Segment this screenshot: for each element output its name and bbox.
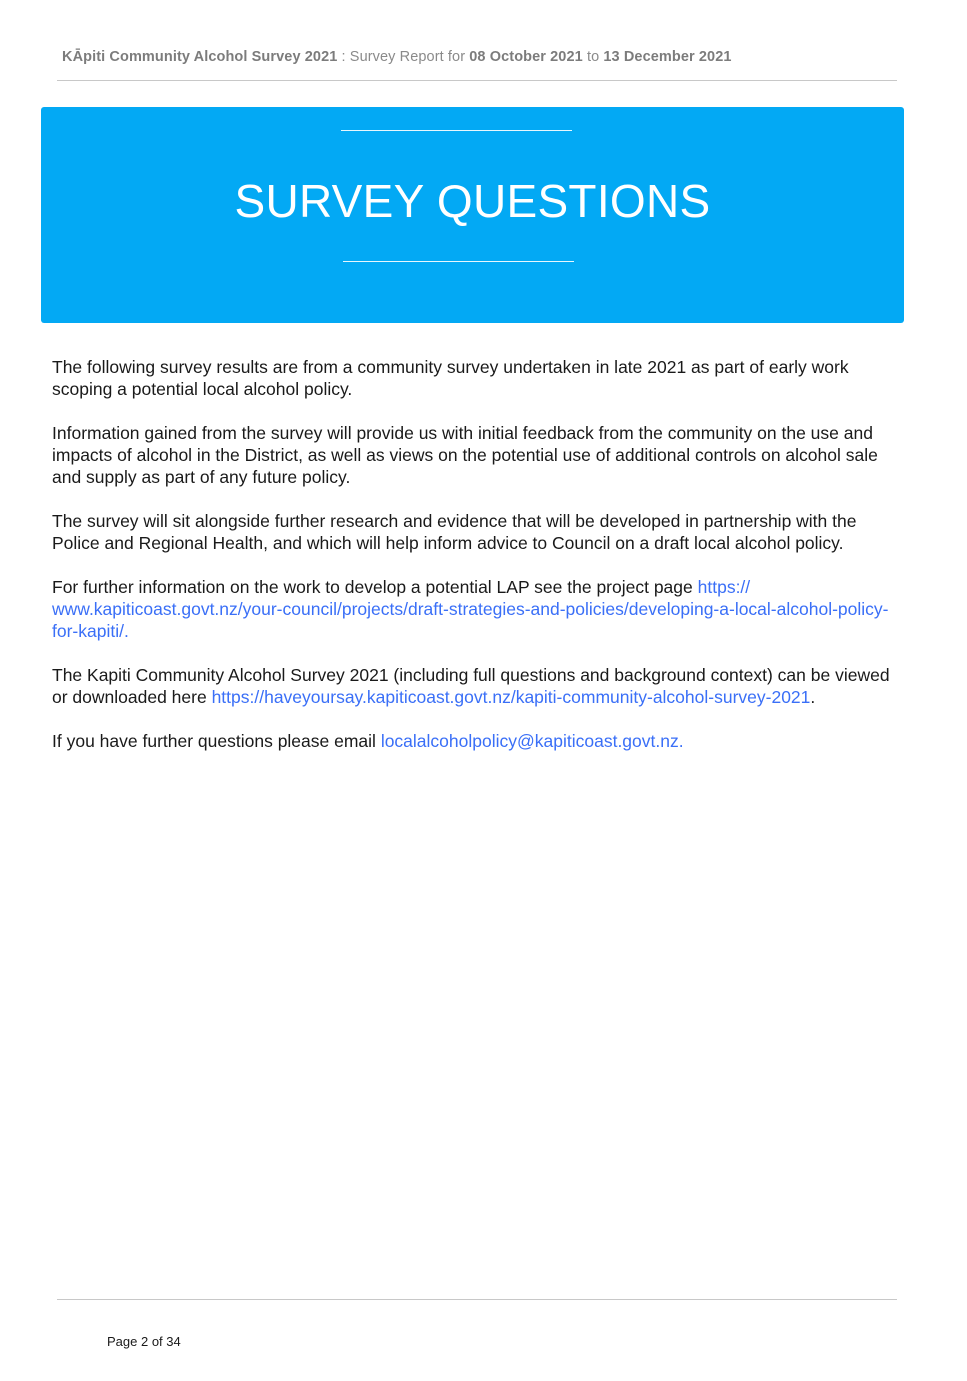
survey-download-link[interactable]: https://haveyoursay.kapiticoast.govt.nz/kapiti-community-alcohol-survey-2021 (211, 687, 811, 707)
page-header (62, 49, 732, 65)
project-page-link[interactable]: https:// www.kapiticoast.govt.nz/your-council/projects/draft-strategies-and-policies/developing-a-local-alcohol-policy-for-kapiti/. (52, 577, 889, 641)
section-banner (41, 107, 904, 323)
paragraph-research: The survey will sit alongside further research and evidence that will be developed in partnership with the Police and Regional Health, and which will help inform advice to Council on a draft local alcohol policy. (52, 511, 857, 553)
contact-text: If you have further questions please email (52, 731, 381, 751)
body-content (52, 356, 892, 774)
end-date: 13 December 2021 (603, 49, 732, 65)
survey-name: KĀpiti Community Alcohol Survey 2021 (62, 49, 338, 65)
header-divider (57, 80, 897, 81)
footer-divider (57, 1299, 897, 1300)
header-separator: : (337, 49, 350, 65)
survey-download-text: The Kapiti Community Alcohol Survey 2021 (including full questions and background context) can be viewed or downloaded here (52, 665, 890, 707)
report-label: Survey Report for (349, 49, 470, 65)
page-number: Page 2 of 34 (107, 1334, 181, 1349)
to-label: to (582, 49, 604, 65)
paragraph-survey-download (52, 664, 892, 708)
banner-bottom-rule (343, 261, 574, 262)
paragraph-information: Information gained from the survey will provide us with initial feedback from the community on the use and impacts of alcohol in the District, as well as views on the potential use of additional controls on alcohol sale and supply as part of any future policy. (52, 423, 878, 487)
survey-download-end: . (810, 687, 816, 707)
paragraph-contact (52, 730, 892, 752)
paragraph-further-info (52, 576, 892, 642)
paragraph-intro: The following survey results are from a community survey undertaken in late 2021 as part of early work scoping a potential local alcohol policy. (52, 357, 849, 399)
further-info-text: For further information on the work to develop a potential LAP see the project page (52, 577, 698, 597)
start-date: 08 October 2021 (469, 49, 583, 65)
section-title: SURVEY QUESTIONS (234, 175, 711, 227)
banner-top-rule (341, 130, 572, 131)
contact-email-link[interactable]: localalcoholpolicy@kapiticoast.govt.nz. (380, 731, 684, 751)
